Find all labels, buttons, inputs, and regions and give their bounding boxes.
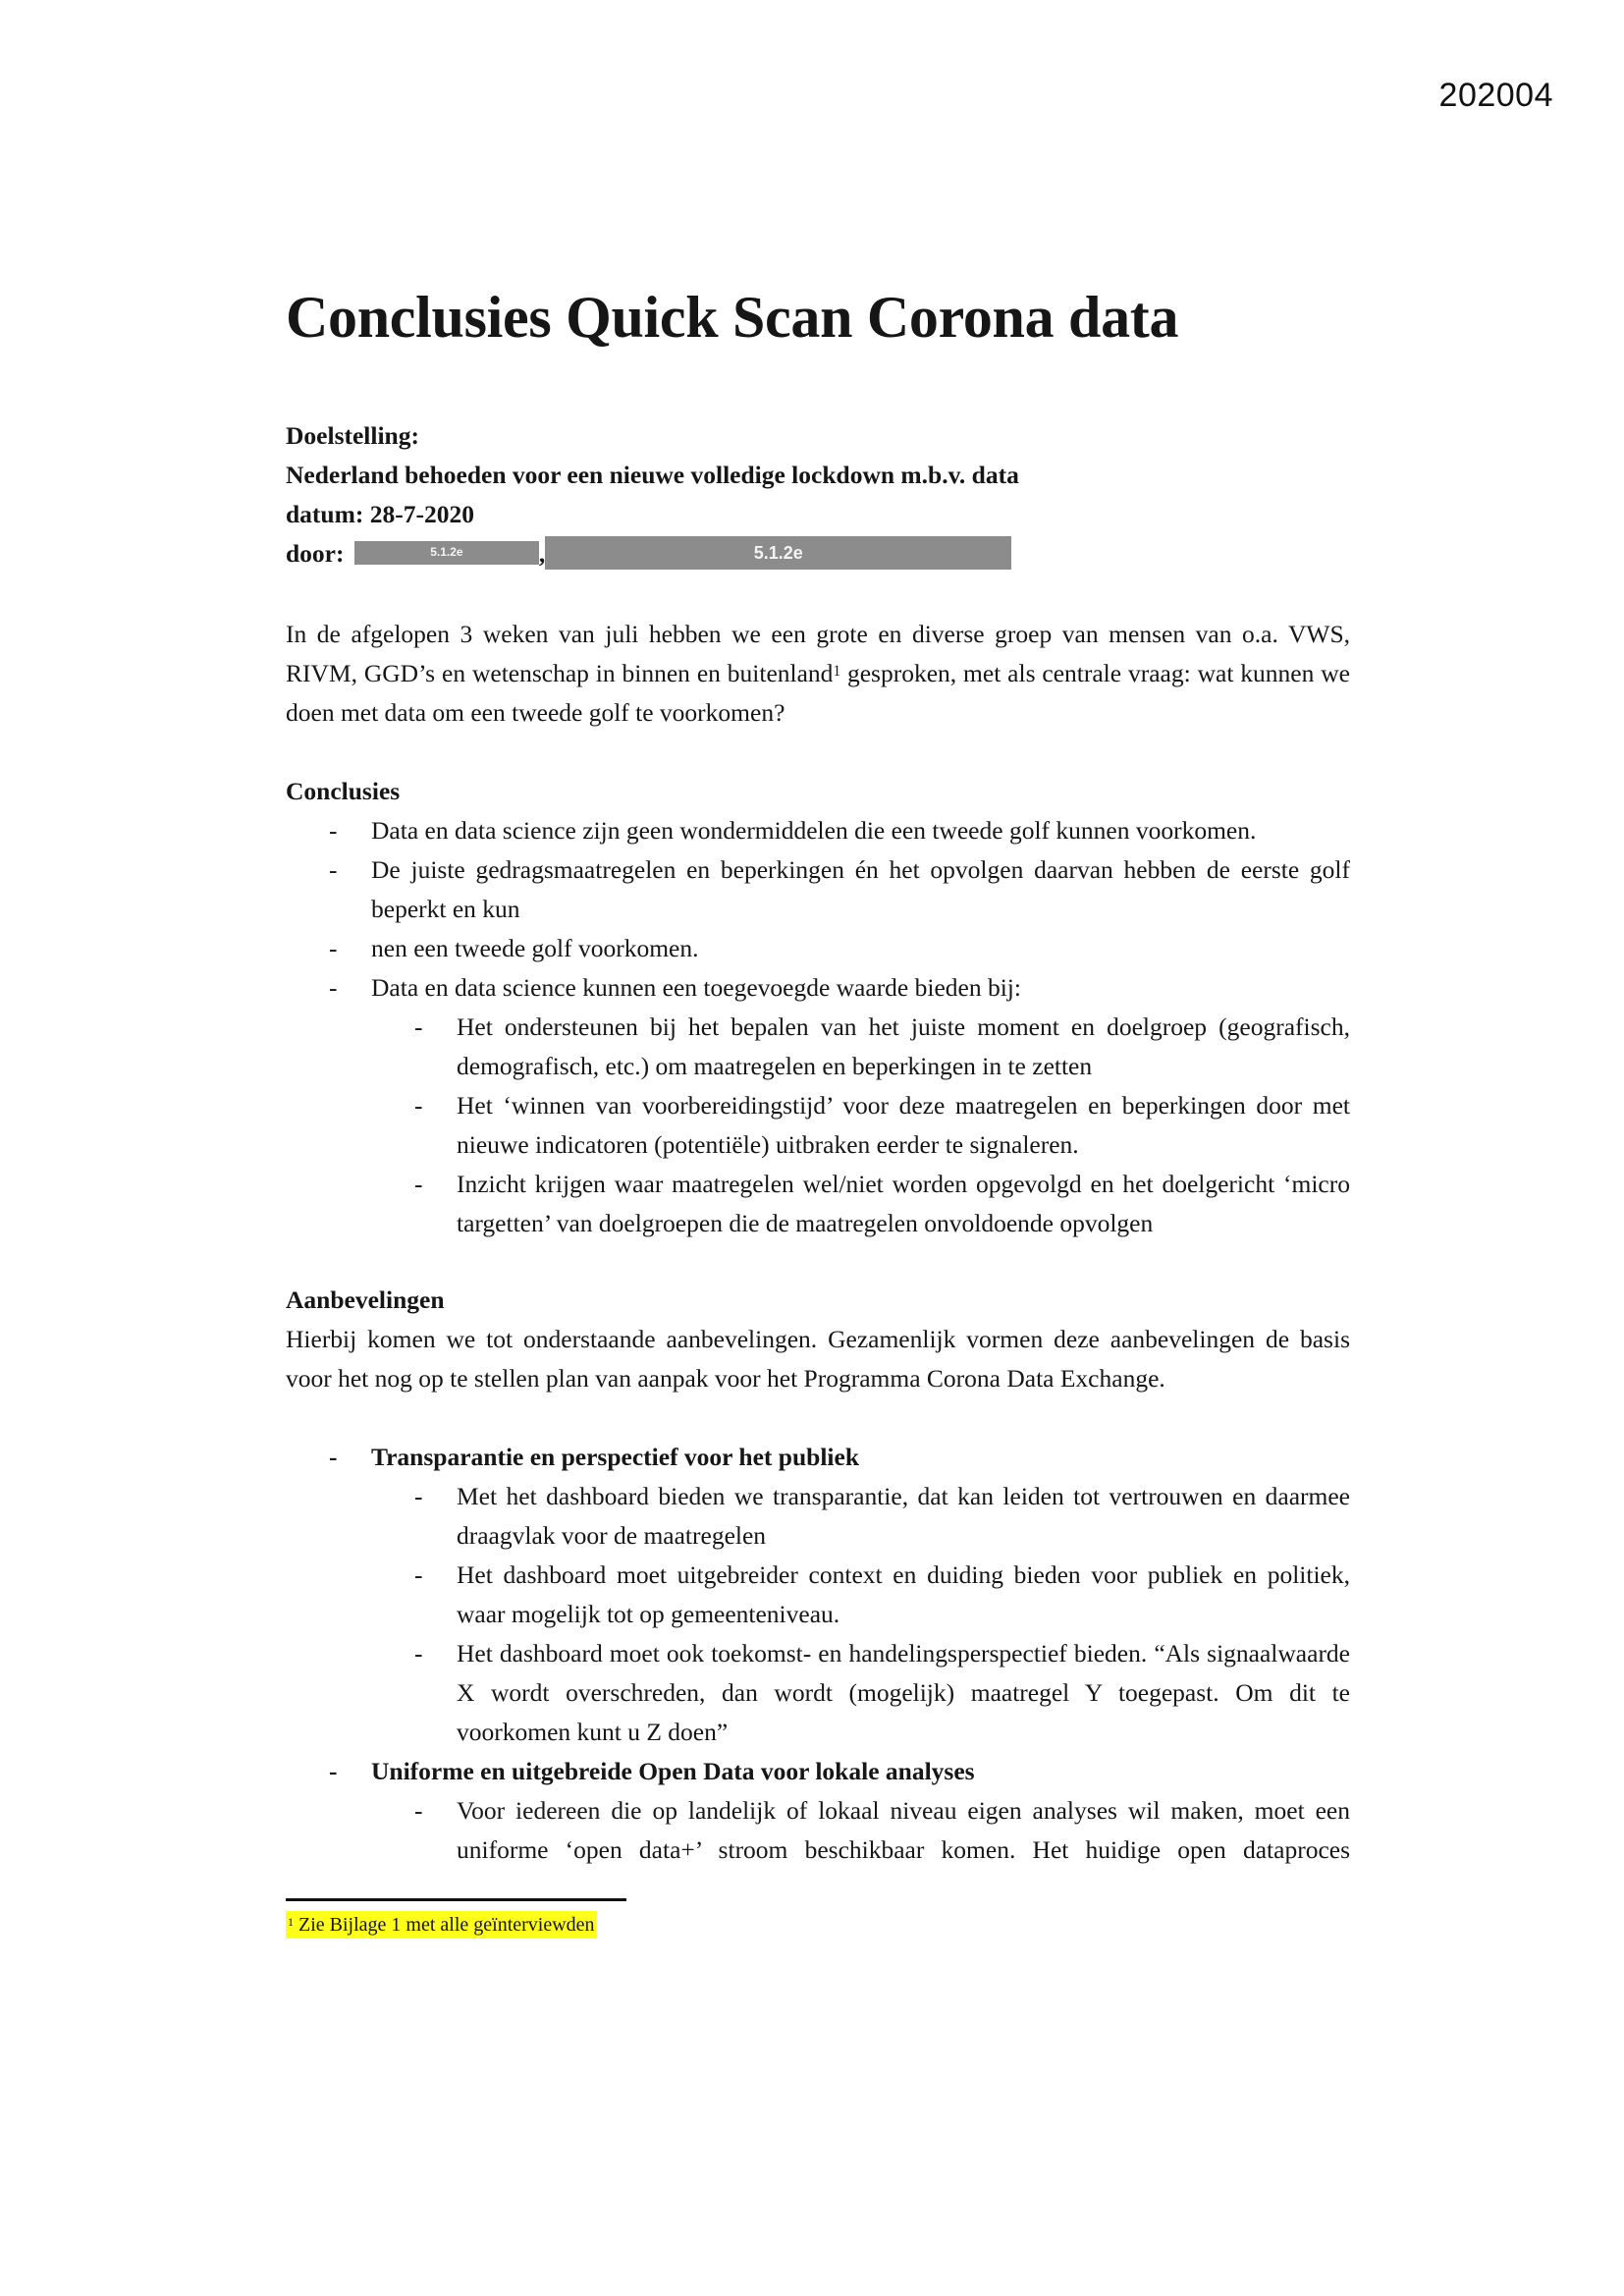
author-separator: , (538, 539, 546, 568)
conclusions-list (286, 811, 1350, 1008)
document-number: 202004 (1438, 77, 1553, 114)
document-title: Conclusies Quick Scan Corona data (286, 285, 1179, 350)
list-item: - Voor iedereen die op landelijk of lokaal niveau eigen analyses wil maken, moet een uniforme ‘open data+’ stroom beschikbaar komen. Het huidige open dataproces (286, 1791, 1350, 1870)
document-meta (286, 416, 1350, 574)
list-item: - Het ondersteunen bij het bepalen van het juiste moment en doelgroep (geografisch, demografisch, etc.) om maatregelen en beperkingen in te zetten (286, 1008, 1350, 1086)
footnote (286, 1911, 597, 1939)
recommendations-section (286, 1281, 1350, 1870)
document-body (286, 285, 1350, 1870)
author-label: door: (286, 539, 345, 568)
list-item: - De juiste gedragsmaatregelen en beperkingen én het opvolgen daarvan hebben de eerste golf beperkt en kun (286, 850, 1350, 929)
redaction-box: 5.1.2e (545, 536, 1011, 570)
list-item: - Data en data science kunnen een toegevoegde waarde bieden bij: (286, 968, 1350, 1008)
objective-label: Doelstelling: (286, 421, 419, 450)
recommendation-group (286, 1438, 1350, 1477)
recommendation-title: - Uniforme en uitgebreide Open Data voor lokale analyses (286, 1752, 1350, 1791)
list-item: - Het ‘winnen van voorbereidingstijd’ voor deze maatregelen en beperkingen door met nieuwe indicatoren (potentiële) uitbraken eerder te signaleren. (286, 1086, 1350, 1165)
list-item: - Data en data science zijn geen wondermiddelen die een tweede golf kunnen voorkomen. (286, 811, 1350, 850)
list-item: - nen een tweede golf voorkomen. (286, 929, 1350, 968)
recommendation-items (286, 1477, 1350, 1752)
date-line: datum: 28-7-2020 (286, 500, 474, 528)
conclusions-section (286, 772, 1350, 1243)
intro-text: In de afgelopen 3 weken van juli hebben we een grote en diverse groep van mensen van o.a. VWS, RIVM, GGD’s en wetenschap in binnen en buitenland (286, 620, 1350, 687)
author-line (286, 534, 1350, 574)
list-item: - Het dashboard moet ook toekomst- en handelingsperspectief bieden. “Als signaalwaarde X wordt overschreden, dan wordt (mogelijk) maatregel Y toegepast. Om dit te voorkomen kunt u Z doen” (286, 1634, 1350, 1752)
list-item: - Inzicht krijgen waar maatregelen wel/niet worden opgevolgd en het doelgericht ‘micro targetten’ van doelgroepen die de maatregelen onvoldoende opvolgen (286, 1165, 1350, 1243)
list-item: - Met het dashboard bieden we transparantie, dat kan leiden tot vertrouwen en daarmee draagvlak voor de maatregelen (286, 1477, 1350, 1556)
redaction-box: 5.1.2e (354, 541, 539, 565)
objective-text: Nederland behoeden voor een nieuwe volledige lockdown m.b.v. data (286, 461, 1019, 489)
footnote-text: Zie Bijlage 1 met alle geïnterviewden (294, 1914, 595, 1936)
footnote-number: 1 (288, 1915, 294, 1930)
conclusions-sublist (286, 1008, 1350, 1243)
recommendations-list (286, 1438, 1350, 1870)
recommendation-group (286, 1752, 1350, 1791)
intro-text: gesproken, met als centrale vraag: wat kunnen we doen met data om een tweede golf te voorkomen? (286, 659, 1350, 727)
recommendation-items (286, 1791, 1350, 1870)
recommendation-title: - Transparantie en perspectief voor het publiek (286, 1438, 1350, 1477)
conclusions-heading: Conclusies (286, 777, 401, 805)
footnote-divider (286, 1898, 626, 1901)
list-item: - Het dashboard moet uitgebreider context en duiding bieden voor publiek en politiek, waar mogelijk tot op gemeenteniveau. (286, 1556, 1350, 1634)
recommendations-heading: Aanbevelingen (286, 1285, 445, 1314)
intro-paragraph (286, 615, 1350, 733)
recommendations-intro: Hierbij komen we tot onderstaande aanbevelingen. Gezamenlijk vormen deze aanbevelingen de basis voor het nog op te stellen plan van aanpak voor het Programma Corona Data Exchange. (286, 1325, 1350, 1393)
footnote-reference: 1 (833, 662, 841, 680)
